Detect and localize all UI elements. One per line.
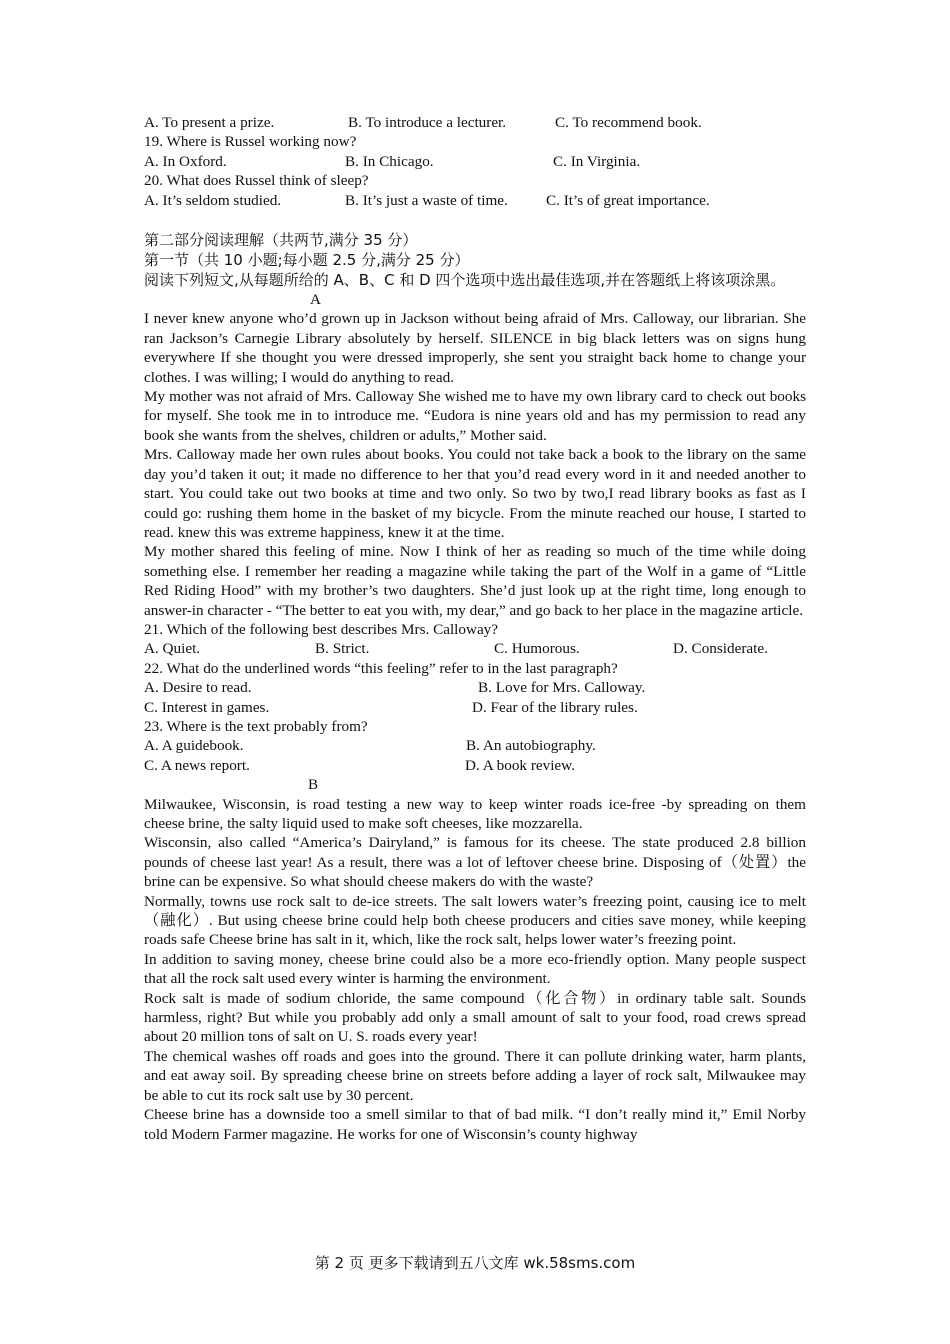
option-c: C. A news report. bbox=[144, 756, 250, 774]
passage-b-paragraph: Wisconsin, also called “America’s Dairyland,” is famous for its cheese. The state produced 2.8 billion pounds of cheese last year! As a result, there was a lot of leftover cheese brine. Disposing of（处置）the brine can be expensive. So what should cheese makers do with the waste? bbox=[144, 834, 806, 891]
option-a: A. Quiet. bbox=[144, 640, 201, 658]
passage-b-paragraph: Normally, towns use rock salt to de-ice streets. The salt lowers water’s freezing point, causing ice to melt（融化）. But using cheese brine could help both cheese producers and cities save money, while keeping roads safe Cheese brine has salt in it, which, like the rock salt, helps lower water’s freezing point. bbox=[144, 892, 806, 949]
option-d: D. A book review. bbox=[465, 756, 575, 774]
q19-question: 19. Where is Russel working now? bbox=[144, 133, 357, 151]
q23-options-row2 bbox=[144, 756, 806, 775]
subsection-title: 第一节（共 10 小题;每小题 2.5 分,满分 25 分） bbox=[144, 251, 470, 270]
passage-a-label: A bbox=[310, 291, 321, 309]
option-a: A. Desire to read. bbox=[144, 679, 252, 697]
passage-a-paragraph: My mother was not afraid of Mrs. Calloway She wished me to have my own library card to check out books for myself. She took me in to introduce me. “Eudora is nine years old and has my permission to read any book she wants from the shelves, children or adults,” Mother said. bbox=[144, 388, 806, 444]
q23-question: 23. Where is the text probably from? bbox=[144, 717, 368, 735]
instructions: 阅读下列短文,从每题所给的 A、B、C 和 D 四个选项中选出最佳选项,并在答题纸上将该项涂黑。 bbox=[144, 271, 786, 290]
q22-question: 22. What do the underlined words “this feeling” refer to in the last paragraph? bbox=[144, 659, 618, 677]
option-a: A. A guidebook. bbox=[144, 737, 244, 755]
q22-options-row2 bbox=[144, 698, 806, 717]
q20-question: 20. What does Russel think of sleep? bbox=[144, 172, 369, 190]
option-b: B. Strict. bbox=[315, 640, 370, 658]
page-footer: 第 2 页 更多下载请到五八文库 wk.58sms.com bbox=[314, 1254, 636, 1272]
option-c: C. It’s of great importance. bbox=[546, 191, 710, 209]
option-d: D. Fear of the library rules. bbox=[472, 698, 638, 716]
passage-a-paragraph: I never knew anyone who’d grown up in Jackson without being afraid of Mrs. Calloway, our librarian. She ran Jackson’s Carnegie Library absolutely by herself. SILENCE in big black letters was on signs hung everywhere If she thought you were dressed improperly, she sent you straight back home to change your clothes. I was willing; I would do anything to read. bbox=[144, 310, 806, 386]
option-b: B. Love for Mrs. Calloway. bbox=[478, 679, 646, 697]
passage-a-paragraph: Mrs. Calloway made her own rules about books. You could not take back a book to the library on the same day you’d taken it out; it made no difference to her that you’d read every word in it and needed another to start. You could take out two books at time and two only. So two by two,I read library books as fast as I could go: rushing them home in the basket of my bicycle. From the minute reached our house, I started to read. knew this was extreme happiness, knew it at the time. bbox=[144, 446, 806, 541]
q22-options-row1 bbox=[144, 678, 806, 697]
passage-b-paragraph: In addition to saving money, cheese brine could also be a more eco-friendly option. Many people suspect that all the rock salt used every winter is harming the environment. bbox=[144, 950, 806, 988]
part-title: 第二部分阅读理解（共两节,满分 35 分） bbox=[144, 231, 418, 250]
exam-page bbox=[144, 113, 806, 1144]
q19-options bbox=[144, 152, 806, 171]
option-c: C. Humorous. bbox=[494, 640, 580, 658]
passage-b-paragraph: The chemical washes off roads and goes into the ground. There it can pollute drinking water, harm plants, and eat away soil. By spreading cheese brine on streets before adding a layer of rock salt, Milwaukee may be able to cut its rock salt use by 30 percent. bbox=[144, 1047, 806, 1104]
option-c: C. In Virginia. bbox=[553, 152, 641, 170]
q20-options bbox=[144, 191, 806, 210]
option-c: C. Interest in games. bbox=[144, 698, 270, 716]
option-a: A. It’s seldom studied. bbox=[144, 191, 282, 209]
option-d: D. Considerate. bbox=[673, 640, 768, 658]
q23-options-row1 bbox=[144, 736, 806, 755]
q21-question: 21. Which of the following best describes Mrs. Calloway? bbox=[144, 620, 499, 638]
option-b: B. It’s just a waste of time. bbox=[345, 191, 508, 209]
q18-options bbox=[144, 113, 806, 132]
passage-a-paragraph: My mother shared this feeling of mine. Now I think of her as reading so much of the time while doing something else. I remember her reading a magazine while taking the part of the Wolf in a game of “Little Red Riding Hood” with my brother’s two daughters. She’d just look up at the right time, long enough to answer-in character - “The better to eat you with, my dear,” and go back to her place in the magazine article. bbox=[144, 543, 806, 619]
option-a: A. To present a prize. bbox=[144, 114, 275, 131]
passage-b-paragraph: Milwaukee, Wisconsin, is road testing a new way to keep winter roads ice-free -by spreading on them cheese brine, the salty liquid used to make soft cheeses, like mozzarella. bbox=[144, 795, 806, 832]
option-b: B. An autobiography. bbox=[466, 737, 596, 755]
passage-b-paragraph: Cheese brine has a downside too a smell similar to that of bad milk. “I don’t really mind it,” Emil Norby told Modern Farmer magazine. He works for one of Wisconsin’s county highway bbox=[144, 1106, 806, 1143]
option-a: A. In Oxford. bbox=[144, 152, 227, 170]
q21-options bbox=[144, 639, 806, 658]
option-b: B. To introduce a lecturer. bbox=[348, 114, 507, 131]
option-c: C. To recommend book. bbox=[555, 114, 702, 131]
passage-b-label: B bbox=[308, 776, 319, 794]
option-b: B. In Chicago. bbox=[345, 152, 434, 170]
passage-b-paragraph: Rock salt is made of sodium chloride, the same compound（化合物）in ordinary table salt. Sounds harmless, right? But while you probably add only a small amount of salt to your food, road crews spread about 20 million tons of salt on U. S. roads every year! bbox=[144, 989, 806, 1046]
